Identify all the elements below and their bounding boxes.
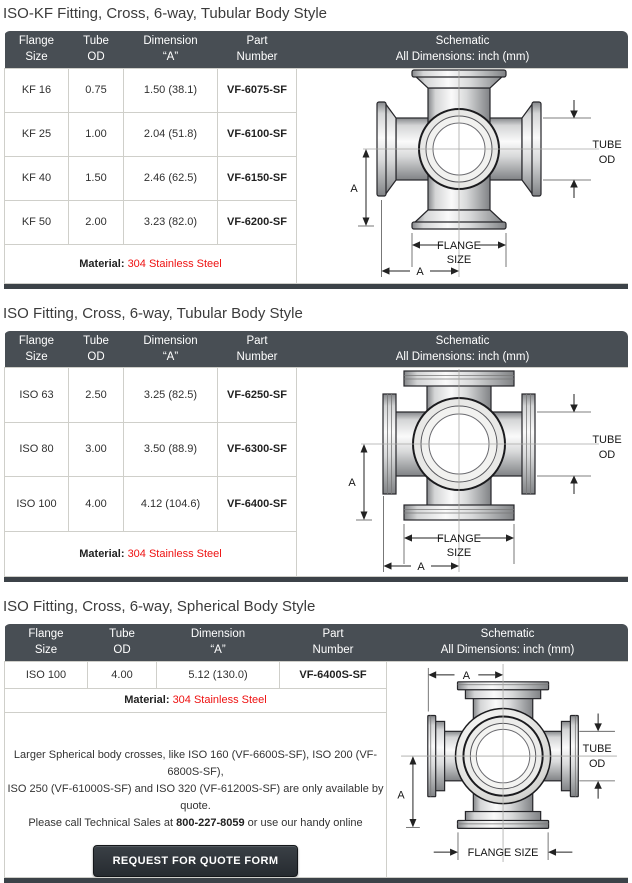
- quote-note-text: [5, 747, 386, 832]
- header-line: Dimension: [143, 35, 198, 48]
- dim-a-bottom-label: A: [417, 561, 425, 573]
- header-line: All Dimensions: inch (mm): [395, 51, 530, 64]
- header-line: OD: [87, 350, 105, 363]
- cell-dimension-a: 2.04 (51.8): [124, 112, 218, 156]
- cell-part-number: VF-6200-SF: [218, 200, 297, 244]
- material-value: 304 Stainless Steel: [127, 257, 222, 270]
- spec-table: [4, 31, 628, 284]
- section-iso-cross-spherical: [0, 582, 632, 883]
- col-header-tube-od: [69, 331, 124, 368]
- cell-part-number: VF-6250-SF: [218, 368, 297, 423]
- col-header-part-number: [218, 31, 297, 68]
- header-row: [5, 624, 629, 661]
- cell-flange-size: KF 16: [5, 68, 69, 112]
- col-header-flange-size: [5, 331, 69, 368]
- material-value: 304 Stainless Steel: [172, 694, 267, 706]
- col-header-dimension-a: [124, 331, 218, 368]
- col-header-dimension-a: [157, 624, 280, 661]
- header-line: Tube: [83, 35, 109, 48]
- dim-a-left-label: A: [397, 789, 405, 802]
- material-note: [5, 688, 387, 712]
- tube-od-label: OD: [598, 153, 616, 166]
- material-label: Material:: [79, 257, 125, 270]
- header-line: Size: [34, 644, 58, 657]
- cell-part-number: VF-6075-SF: [218, 68, 297, 112]
- flange-size-label: FLANGE: [436, 533, 482, 545]
- header-line: Part: [246, 35, 268, 48]
- header-line: Schematic: [480, 628, 535, 641]
- header-row: [5, 331, 629, 368]
- spec-table-wrapper: [4, 624, 628, 883]
- cell-dimension-a: 2.46 (62.5): [124, 156, 218, 200]
- cell-part-number: VF-6400S-SF: [280, 661, 387, 688]
- header-line: OD: [87, 51, 105, 64]
- header-line: All Dimensions: inch (mm): [440, 644, 575, 657]
- cell-flange-size: ISO 100: [5, 661, 88, 688]
- header-line: Flange: [28, 628, 64, 641]
- col-header-part-number: [280, 624, 387, 661]
- header-line: Number: [236, 350, 278, 363]
- dim-a-left-label: A: [350, 182, 358, 195]
- header-row: [5, 31, 629, 68]
- cell-tube-od: 2.00: [69, 200, 124, 244]
- cell-tube-od: 4.00: [69, 477, 124, 532]
- material-label: Material:: [79, 547, 125, 560]
- header-line: Dimension: [143, 334, 198, 347]
- note-line: [5, 815, 386, 832]
- tube-od-label: TUBE: [592, 138, 622, 151]
- header-line: “A”: [210, 644, 226, 657]
- flange-size-label: FLANGE: [436, 239, 482, 252]
- cell-flange-size: ISO 63: [5, 368, 69, 423]
- tube-od-label: TUBE: [582, 742, 612, 755]
- col-header-schematic: [387, 624, 629, 661]
- col-header-tube-od: [88, 624, 157, 661]
- tube-od-label: OD: [588, 757, 606, 770]
- cell-dimension-a: 3.23 (82.0): [124, 200, 218, 244]
- tube-od-label: TUBE: [592, 434, 622, 446]
- section-title: ISO-KF Fitting, Cross, 6-way, Tubular Body Style: [3, 5, 327, 22]
- header-line: Size: [25, 350, 48, 363]
- header-line: Number: [312, 644, 354, 657]
- cell-part-number: VF-6100-SF: [218, 112, 297, 156]
- phone-number: 800-227-8059: [176, 816, 245, 829]
- cell-dimension-a: 3.50 (88.9): [124, 422, 218, 477]
- dim-a-bottom-label: A: [416, 265, 424, 278]
- note-line-prefix: Please call Technical Sales at: [28, 816, 177, 829]
- note-line: Larger Spherical body crosses, like ISO 160 (VF-6600S-SF), ISO 200 (VF-6800S-SF),: [13, 748, 378, 778]
- table-row: [5, 368, 629, 423]
- cell-part-number: VF-6150-SF: [218, 156, 297, 200]
- schematic-drawing: [401, 663, 617, 861]
- cell-flange-size: KF 40: [5, 156, 69, 200]
- col-header-part-number: [218, 331, 297, 368]
- table-row: [5, 68, 629, 112]
- header-line: Number: [236, 51, 278, 64]
- header-line: Tube: [83, 334, 109, 347]
- header-line: Part: [246, 334, 268, 347]
- col-header-schematic: [297, 331, 629, 368]
- header-line: All Dimensions: inch (mm): [395, 350, 530, 363]
- note-line: ISO 250 (VF-61000S-SF) and ISO 320 (VF-61200S-SF) are only available by quote.: [7, 782, 384, 812]
- section-title: ISO Fitting, Cross, 6-way, Spherical Body Style: [3, 598, 316, 615]
- cell-flange-size: ISO 100: [5, 477, 69, 532]
- material-note: [5, 531, 297, 576]
- header-line: Size: [25, 51, 48, 64]
- spec-table-wrapper: [4, 331, 628, 583]
- note-line-suffix: or use our handy online: [244, 816, 363, 829]
- dim-a-left-label: A: [348, 477, 356, 489]
- spec-table-wrapper: [4, 31, 628, 289]
- col-header-flange-size: [5, 31, 69, 68]
- material-label: Material:: [124, 694, 170, 706]
- spec-table: [4, 624, 628, 878]
- col-header-schematic: [297, 31, 629, 68]
- spec-table: [4, 331, 628, 578]
- cell-part-number: VF-6400-SF: [218, 477, 297, 532]
- header-line: Schematic: [435, 35, 490, 48]
- header-line: Flange: [18, 35, 55, 48]
- flange-size-label: SIZE: [446, 547, 472, 559]
- schematic-cell: [387, 661, 629, 877]
- cell-tube-od: 4.00: [88, 661, 157, 688]
- cell-flange-size: KF 25: [5, 112, 69, 156]
- cell-flange-size: ISO 80: [5, 422, 69, 477]
- section-iso-kf-cross: [0, 0, 632, 289]
- quote-note-cell: [5, 712, 387, 877]
- col-header-flange-size: [5, 624, 88, 661]
- cell-dimension-a: 4.12 (104.6): [124, 477, 218, 532]
- header-line: Flange: [18, 334, 55, 347]
- section-title: ISO Fitting, Cross, 6-way, Tubular Body Style: [3, 304, 303, 322]
- table-row: [5, 661, 629, 688]
- material-note: [5, 244, 297, 283]
- header-line: Dimension: [190, 628, 246, 641]
- header-line: Part: [322, 628, 344, 641]
- header-line: “A”: [162, 51, 179, 64]
- section-iso-cross-tubular: [0, 289, 632, 583]
- schematic-cell: [297, 68, 629, 283]
- cell-part-number: VF-6300-SF: [218, 422, 297, 477]
- cell-tube-od: 0.75: [69, 68, 124, 112]
- header-line: Schematic: [435, 334, 490, 347]
- request-quote-button[interactable]: REQUEST FOR QUOTE FORM: [93, 845, 299, 877]
- cell-tube-od: 1.50: [69, 156, 124, 200]
- col-header-dimension-a: [124, 31, 218, 68]
- cell-tube-od: 1.00: [69, 112, 124, 156]
- iso-cross-schematic: [297, 368, 628, 576]
- material-value: 304 Stainless Steel: [127, 547, 222, 560]
- tube-od-label: OD: [598, 449, 616, 461]
- flange-size-label: FLANGE SIZE: [467, 846, 539, 859]
- header-line: “A”: [162, 350, 179, 363]
- cell-dimension-a: 3.25 (82.5): [124, 368, 218, 423]
- cell-tube-od: 3.00: [69, 422, 124, 477]
- cell-dimension-a: 1.50 (38.1): [124, 68, 218, 112]
- cell-flange-size: KF 50: [5, 200, 69, 244]
- header-line: OD: [113, 644, 131, 657]
- header-line: Tube: [109, 628, 135, 641]
- cell-dimension-a: 5.12 (130.0): [157, 661, 280, 688]
- flange-size-label: SIZE: [446, 253, 472, 266]
- schematic-cell: [297, 368, 629, 577]
- col-header-tube-od: [69, 31, 124, 68]
- kf-cross-schematic: [297, 69, 628, 283]
- spherical-cross-schematic: [387, 662, 628, 866]
- dim-a-top-label: A: [462, 669, 471, 682]
- cell-tube-od: 2.50: [69, 368, 124, 423]
